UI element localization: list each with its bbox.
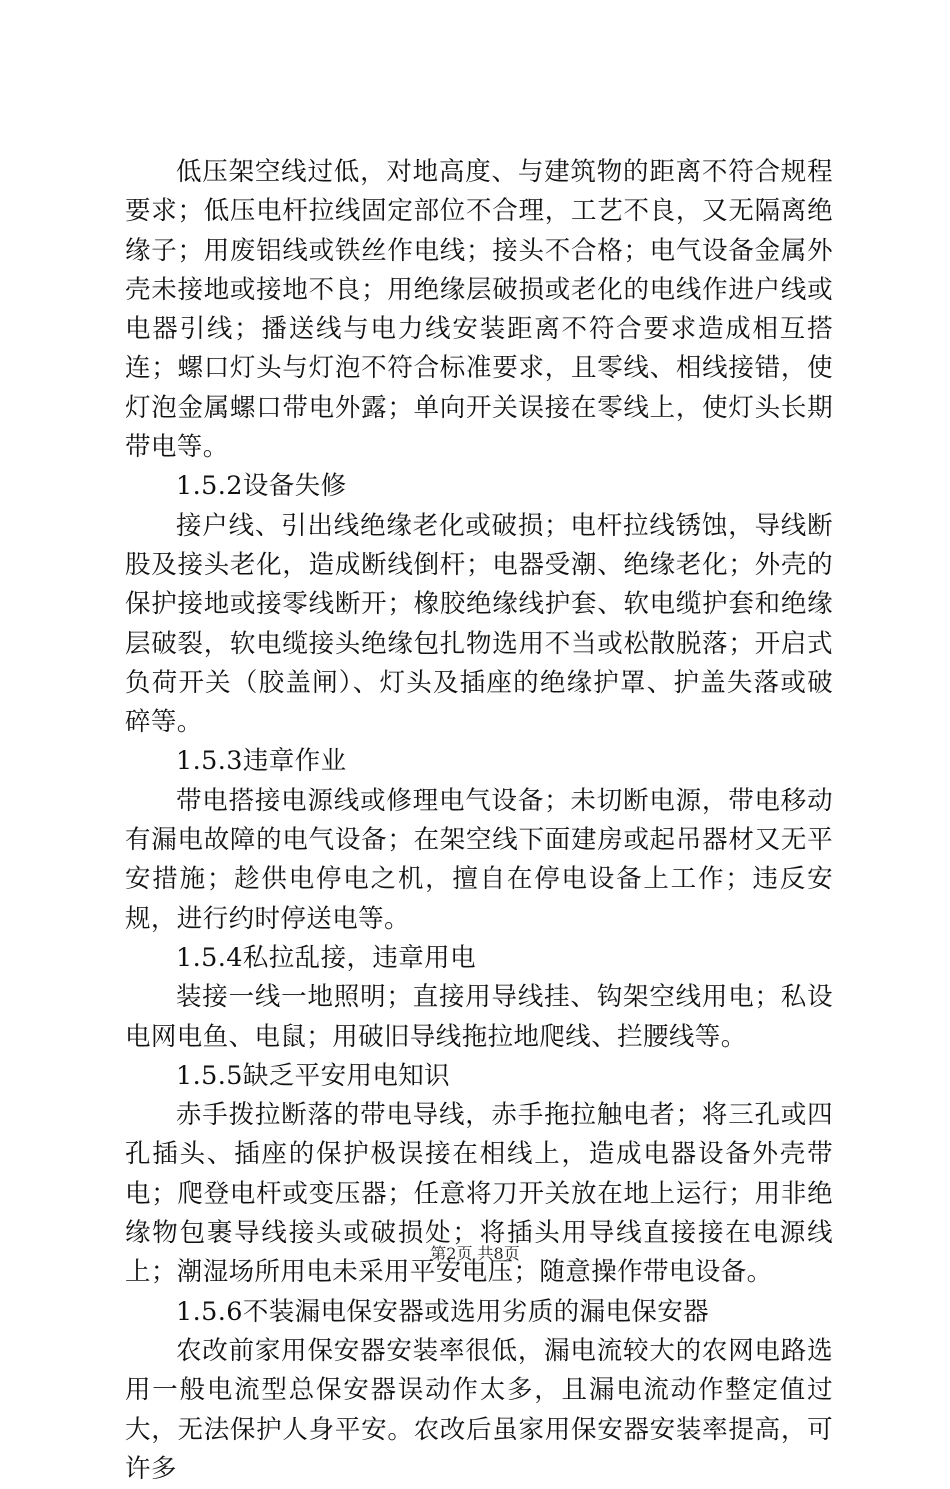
section-heading-1-5-2: 1.5.2设备失修 xyxy=(176,471,347,502)
paragraph-illegal-wiring: 装接一线一地照明；直接用导线挂、钩架空线用电；私设电网电鱼、电鼠；用破旧导线拖拉地爬线、拦腰线等。 xyxy=(125,982,833,1052)
paragraph-lack-of-knowledge: 赤手拨拉断落的带电导线，赤手拖拉触电者；将三孔或四孔插头、插座的保护极误接在相线上，造成电器设备外壳带电；爬登电杆或变压器；任意将刀开关放在地上运行；用非绝缘物包裹导线接头或破损处；将插头用导线直接接在电源线上；潮湿场所用电未采用平安电压；随意操作带电设备。 xyxy=(125,1100,833,1288)
section-heading-1-5-6: 1.5.6不装漏电保安器或选用劣质的漏电保安器 xyxy=(176,1296,710,1327)
paragraph-violation-operations: 带电搭接电源线或修理电气设备；未切断电源，带电移动有漏电故障的电气设备；在架空线下面建房或起吊器材又无平安措施；趁供电停电之机，擅自在停电设备上工作；违反安规，进行约时停送电等。 xyxy=(125,785,833,934)
paragraph-equipment-disrepair: 接户线、引出线绝缘老化或破损；电杆拉线锈蚀，导线断股及接头老化，造成断线倒杆；电器受潮、绝缘老化；外壳的保护接地或接零线断开；橡胶绝缘线护套、软电缆护套和绝缘层破裂，软电缆接头绝缘包扎物选用不当或松散脱落；开启式负荷开关（胶盖闸）、灯头及插座的绝缘护罩、护盖失落或破碎等。 xyxy=(125,510,833,738)
document-body xyxy=(125,153,833,1489)
paragraph-low-voltage-lines: 低压架空线过低，对地高度、与建筑物的距离不符合规程要求；低压电杆拉线固定部位不合理，工艺不良，又无隔离绝缘子；用废铝线或铁丝作电线；接头不合格；电气设备金属外壳未接地或接地不良；用绝缘层破损或老化的电线作进户线或电器引线；播送线与电力线安装距离不符合要求造成相互搭连；螺口灯头与灯泡不符合标准要求，且零线、相线接错，使灯泡金属螺口带电外露；单向开关误接在零线上，使灯头长期带电等。 xyxy=(125,157,833,463)
page-number-footer: 第2页 共8页 xyxy=(430,1244,520,1263)
section-heading-1-5-5: 1.5.5缺乏平安用电知识 xyxy=(176,1060,451,1091)
paragraph-leakage-protector: 农改前家用保安器安装率很低，漏电流较大的农网电路选用一般电流型总保安器误动作太多，且漏电流动作整定值过大，无法保护人身平安。农改后虽家用保安器安装率提高，可许多 xyxy=(125,1335,833,1484)
section-heading-1-5-4: 1.5.4私拉乱接，违章用电 xyxy=(176,942,476,973)
section-heading-1-5-3: 1.5.3违章作业 xyxy=(176,746,347,777)
